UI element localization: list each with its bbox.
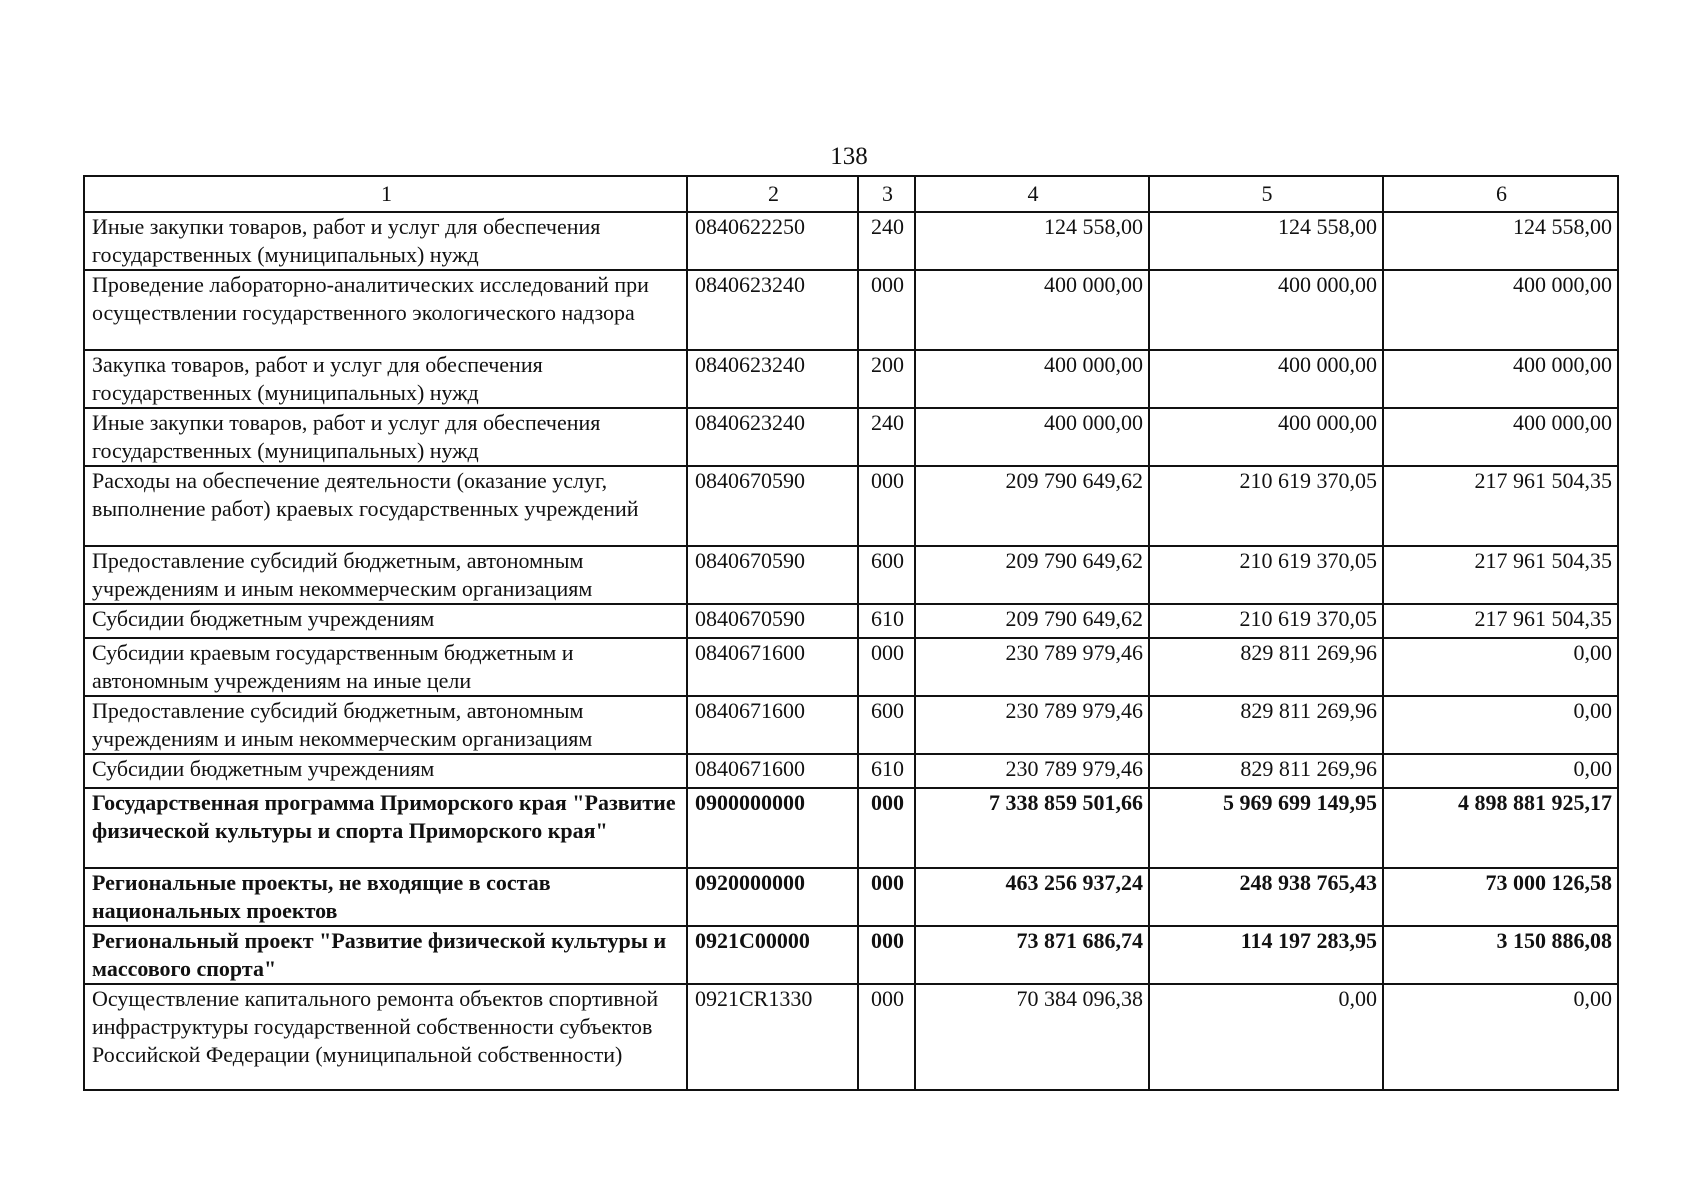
row-amount-col5: 114 197 283,95 bbox=[1149, 926, 1383, 984]
row-expense-type: 000 bbox=[858, 466, 915, 546]
table-body bbox=[84, 212, 1618, 1090]
row-target-code: 0840623240 bbox=[687, 408, 858, 466]
column-header-3: 3 bbox=[858, 176, 915, 212]
row-amount-col6: 0,00 bbox=[1383, 754, 1618, 788]
row-name: Иные закупки товаров, работ и услуг для обеспечения государственных (муниципальных) нужд bbox=[84, 408, 687, 466]
row-target-code: 0840670590 bbox=[687, 546, 858, 604]
row-expense-type: 600 bbox=[858, 546, 915, 604]
row-amount-col4: 463 256 937,24 bbox=[915, 868, 1149, 926]
table-row bbox=[84, 868, 1618, 926]
row-amount-col4: 400 000,00 bbox=[915, 408, 1149, 466]
row-expense-type: 600 bbox=[858, 696, 915, 754]
row-name: Проведение лабораторно-аналитических исследований при осуществлении государственного экологического надзора bbox=[84, 270, 687, 350]
table-row bbox=[84, 466, 1618, 546]
row-amount-col4: 7 338 859 501,66 bbox=[915, 788, 1149, 868]
row-expense-type: 000 bbox=[858, 984, 915, 1090]
table-row bbox=[84, 212, 1618, 270]
row-amount-col6: 0,00 bbox=[1383, 984, 1618, 1090]
table-row bbox=[84, 546, 1618, 604]
row-amount-col5: 829 811 269,96 bbox=[1149, 696, 1383, 754]
row-name: Закупка товаров, работ и услуг для обеспечения государственных (муниципальных) нужд bbox=[84, 350, 687, 408]
row-amount-col4: 230 789 979,46 bbox=[915, 638, 1149, 696]
row-amount-col5: 5 969 699 149,95 bbox=[1149, 788, 1383, 868]
row-target-code: 0921С00000 bbox=[687, 926, 858, 984]
row-amount-col5: 400 000,00 bbox=[1149, 350, 1383, 408]
row-name: Региональный проект "Развитие физической культуры и массового спорта" bbox=[84, 926, 687, 984]
row-amount-col4: 230 789 979,46 bbox=[915, 696, 1149, 754]
row-expense-type: 240 bbox=[858, 408, 915, 466]
row-expense-type: 610 bbox=[858, 604, 915, 638]
row-name: Иные закупки товаров, работ и услуг для обеспечения государственных (муниципальных) нужд bbox=[84, 212, 687, 270]
table-row bbox=[84, 638, 1618, 696]
row-expense-type: 610 bbox=[858, 754, 915, 788]
row-amount-col5: 210 619 370,05 bbox=[1149, 466, 1383, 546]
table-row bbox=[84, 408, 1618, 466]
row-expense-type: 000 bbox=[858, 788, 915, 868]
row-amount-col5: 248 938 765,43 bbox=[1149, 868, 1383, 926]
row-target-code: 0840671600 bbox=[687, 696, 858, 754]
page-number: 138 bbox=[830, 143, 868, 170]
row-amount-col4: 400 000,00 bbox=[915, 350, 1149, 408]
row-name: Субсидии бюджетным учреждениям bbox=[84, 604, 687, 638]
row-amount-col6: 217 961 504,35 bbox=[1383, 466, 1618, 546]
table-row bbox=[84, 270, 1618, 350]
row-name: Государственная программа Приморского края "Развитие физической культуры и спорта Приморского края" bbox=[84, 788, 687, 868]
row-amount-col6: 73 000 126,58 bbox=[1383, 868, 1618, 926]
column-header-6: 6 bbox=[1383, 176, 1618, 212]
row-target-code: 0840670590 bbox=[687, 466, 858, 546]
row-target-code: 0900000000 bbox=[687, 788, 858, 868]
row-amount-col6: 0,00 bbox=[1383, 696, 1618, 754]
row-target-code: 0840623240 bbox=[687, 270, 858, 350]
row-amount-col6: 0,00 bbox=[1383, 638, 1618, 696]
row-name: Предоставление субсидий бюджетным, автономным учреждениям и иным некоммерческим организациям bbox=[84, 546, 687, 604]
row-amount-col6: 400 000,00 bbox=[1383, 270, 1618, 350]
row-amount-col6: 3 150 886,08 bbox=[1383, 926, 1618, 984]
row-target-code: 0840623240 bbox=[687, 350, 858, 408]
row-name: Предоставление субсидий бюджетным, автономным учреждениям и иным некоммерческим организациям bbox=[84, 696, 687, 754]
row-expense-type: 240 bbox=[858, 212, 915, 270]
row-amount-col5: 124 558,00 bbox=[1149, 212, 1383, 270]
row-expense-type: 000 bbox=[858, 926, 915, 984]
table-row bbox=[84, 788, 1618, 868]
row-target-code: 0840671600 bbox=[687, 754, 858, 788]
row-name: Субсидии бюджетным учреждениям bbox=[84, 754, 687, 788]
row-amount-col4: 230 789 979,46 bbox=[915, 754, 1149, 788]
table-row bbox=[84, 696, 1618, 754]
row-amount-col4: 73 871 686,74 bbox=[915, 926, 1149, 984]
row-amount-col6: 217 961 504,35 bbox=[1383, 604, 1618, 638]
row-amount-col6: 4 898 881 925,17 bbox=[1383, 788, 1618, 868]
column-header-4: 4 bbox=[915, 176, 1149, 212]
row-target-code: 0840670590 bbox=[687, 604, 858, 638]
row-amount-col4: 209 790 649,62 bbox=[915, 546, 1149, 604]
row-expense-type: 000 bbox=[858, 868, 915, 926]
row-target-code: 0920000000 bbox=[687, 868, 858, 926]
row-amount-col6: 400 000,00 bbox=[1383, 350, 1618, 408]
row-amount-col4: 400 000,00 bbox=[915, 270, 1149, 350]
column-header-2: 2 bbox=[687, 176, 858, 212]
row-name: Региональные проекты, не входящие в состав национальных проектов bbox=[84, 868, 687, 926]
row-amount-col4: 70 384 096,38 bbox=[915, 984, 1149, 1090]
row-amount-col6: 217 961 504,35 bbox=[1383, 546, 1618, 604]
row-amount-col4: 209 790 649,62 bbox=[915, 466, 1149, 546]
row-name: Субсидии краевым государственным бюджетным и автономным учреждениям на иные цели bbox=[84, 638, 687, 696]
table-row bbox=[84, 604, 1618, 638]
row-amount-col5: 0,00 bbox=[1149, 984, 1383, 1090]
row-target-code: 0921CR1330 bbox=[687, 984, 858, 1090]
row-expense-type: 000 bbox=[858, 638, 915, 696]
table-header-row bbox=[84, 176, 1618, 212]
row-amount-col4: 209 790 649,62 bbox=[915, 604, 1149, 638]
row-amount-col6: 124 558,00 bbox=[1383, 212, 1618, 270]
row-amount-col5: 400 000,00 bbox=[1149, 408, 1383, 466]
budget-table bbox=[83, 175, 1619, 1091]
table-row bbox=[84, 926, 1618, 984]
column-header-5: 5 bbox=[1149, 176, 1383, 212]
row-amount-col5: 829 811 269,96 bbox=[1149, 638, 1383, 696]
row-expense-type: 000 bbox=[858, 270, 915, 350]
row-expense-type: 200 bbox=[858, 350, 915, 408]
row-name: Осуществление капитального ремонта объектов спортивной инфраструктуры государственной собственности субъектов Российской Федерации (муниципальной собственности) bbox=[84, 984, 687, 1090]
row-amount-col4: 124 558,00 bbox=[915, 212, 1149, 270]
row-amount-col6: 400 000,00 bbox=[1383, 408, 1618, 466]
row-amount-col5: 210 619 370,05 bbox=[1149, 546, 1383, 604]
table-row bbox=[84, 754, 1618, 788]
table-row bbox=[84, 984, 1618, 1090]
row-target-code: 0840622250 bbox=[687, 212, 858, 270]
row-amount-col5: 210 619 370,05 bbox=[1149, 604, 1383, 638]
column-header-1: 1 bbox=[84, 176, 687, 212]
table-row bbox=[84, 350, 1618, 408]
row-amount-col5: 829 811 269,96 bbox=[1149, 754, 1383, 788]
row-amount-col5: 400 000,00 bbox=[1149, 270, 1383, 350]
row-target-code: 0840671600 bbox=[687, 638, 858, 696]
row-name: Расходы на обеспечение деятельности (оказание услуг, выполнение работ) краевых государственных учреждений bbox=[84, 466, 687, 546]
